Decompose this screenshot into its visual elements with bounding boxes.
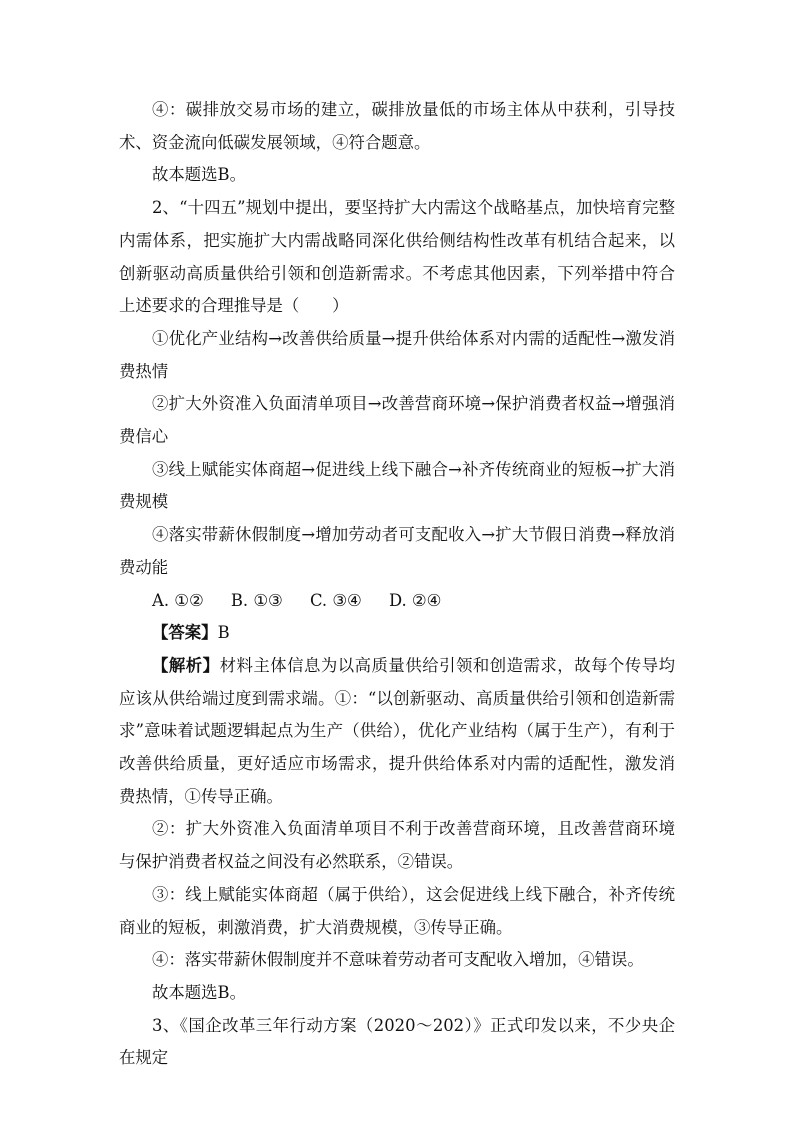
document-content — [119, 94, 675, 1075]
choice-c: C. ③④ — [309, 590, 362, 610]
analysis-item-3: ③：线上赋能实体商超（属于供给），这会促进线上线下融合，补齐传统商业的短板，刺激消费，扩大消费规模，③传导正确。 — [119, 884, 675, 937]
question-3-stem: 3、《国企改革三年行动方案（2020～202）》正式印发以来，不少央企在规定 — [119, 1015, 675, 1068]
analysis-item-2: ②：扩大外资准入负面清单项目不利于改善营商环境，且改善营商环境与保护消费者权益之间没有必然联系，②错误。 — [119, 819, 675, 872]
question-2-stem: 2、“十四五”规划中提出，要坚持扩大内需这个战略基点，加快培育完整内需体系，把实施扩大内需战略同深化供给侧结构性改革有机结合起来，以创新驱动高质量供给引领和创造新需求。不考虑其他因素，下列举措中符合上述要求的合理推导是（ ） — [119, 198, 675, 316]
analysis-text: 材料主体信息为以高质量供给引领和创造需求，故每个传导均应该从供给端过度到需求端。①：“以创新驱动、高质量供给引领和创造新需求”意味着试题逻辑起点为生产（供给），优化产业结构（属于生产），有利于改善供给质量，更好适应市场需求，提升供给体系对内需的适配性，激发消费热情，①传导正确。 — [119, 655, 676, 806]
answer-value: B — [217, 623, 230, 643]
question-2-conclusion: 故本题选B。 — [152, 982, 246, 1002]
analysis-tag: 【解析】 — [152, 655, 220, 675]
choice-a: A. ①② — [152, 590, 204, 610]
question-2-option-1: ①优化产业结构→改善供给质量→提升供给体系对内需的适配性→激发消费热情 — [119, 328, 675, 381]
question-2-option-3: ③线上赋能实体商超→促进线上线下融合→补齐传统商业的短板→扩大消费规模 — [119, 459, 675, 512]
choice-b: B. ①③ — [230, 590, 283, 610]
choice-d: D. ②④ — [388, 590, 442, 610]
question-2-option-4: ④落实带薪休假制度→增加劳动者可支配收入→扩大节假日消费→释放消费动能 — [119, 525, 675, 577]
prev-analysis-item-4: ④：碳排放交易市场的建立，碳排放量低的市场主体从中获利，引导技术、资金流向低碳发展领域，④符合题意。 — [119, 100, 675, 152]
answer-tag: 【答案】 — [152, 623, 218, 643]
analysis-item-4: ④：落实带薪休假制度并不意味着劳动者可支配收入增加，④错误。 — [152, 950, 644, 970]
question-2-choices — [119, 585, 675, 618]
prev-conclusion: 故本题选B。 — [152, 165, 246, 185]
question-2-option-2: ②扩大外资准入负面清单项目→改善营商环境→保护消费者权益→增强消费信心 — [119, 394, 675, 447]
answer-line — [119, 617, 675, 650]
analysis-paragraph — [119, 650, 675, 814]
